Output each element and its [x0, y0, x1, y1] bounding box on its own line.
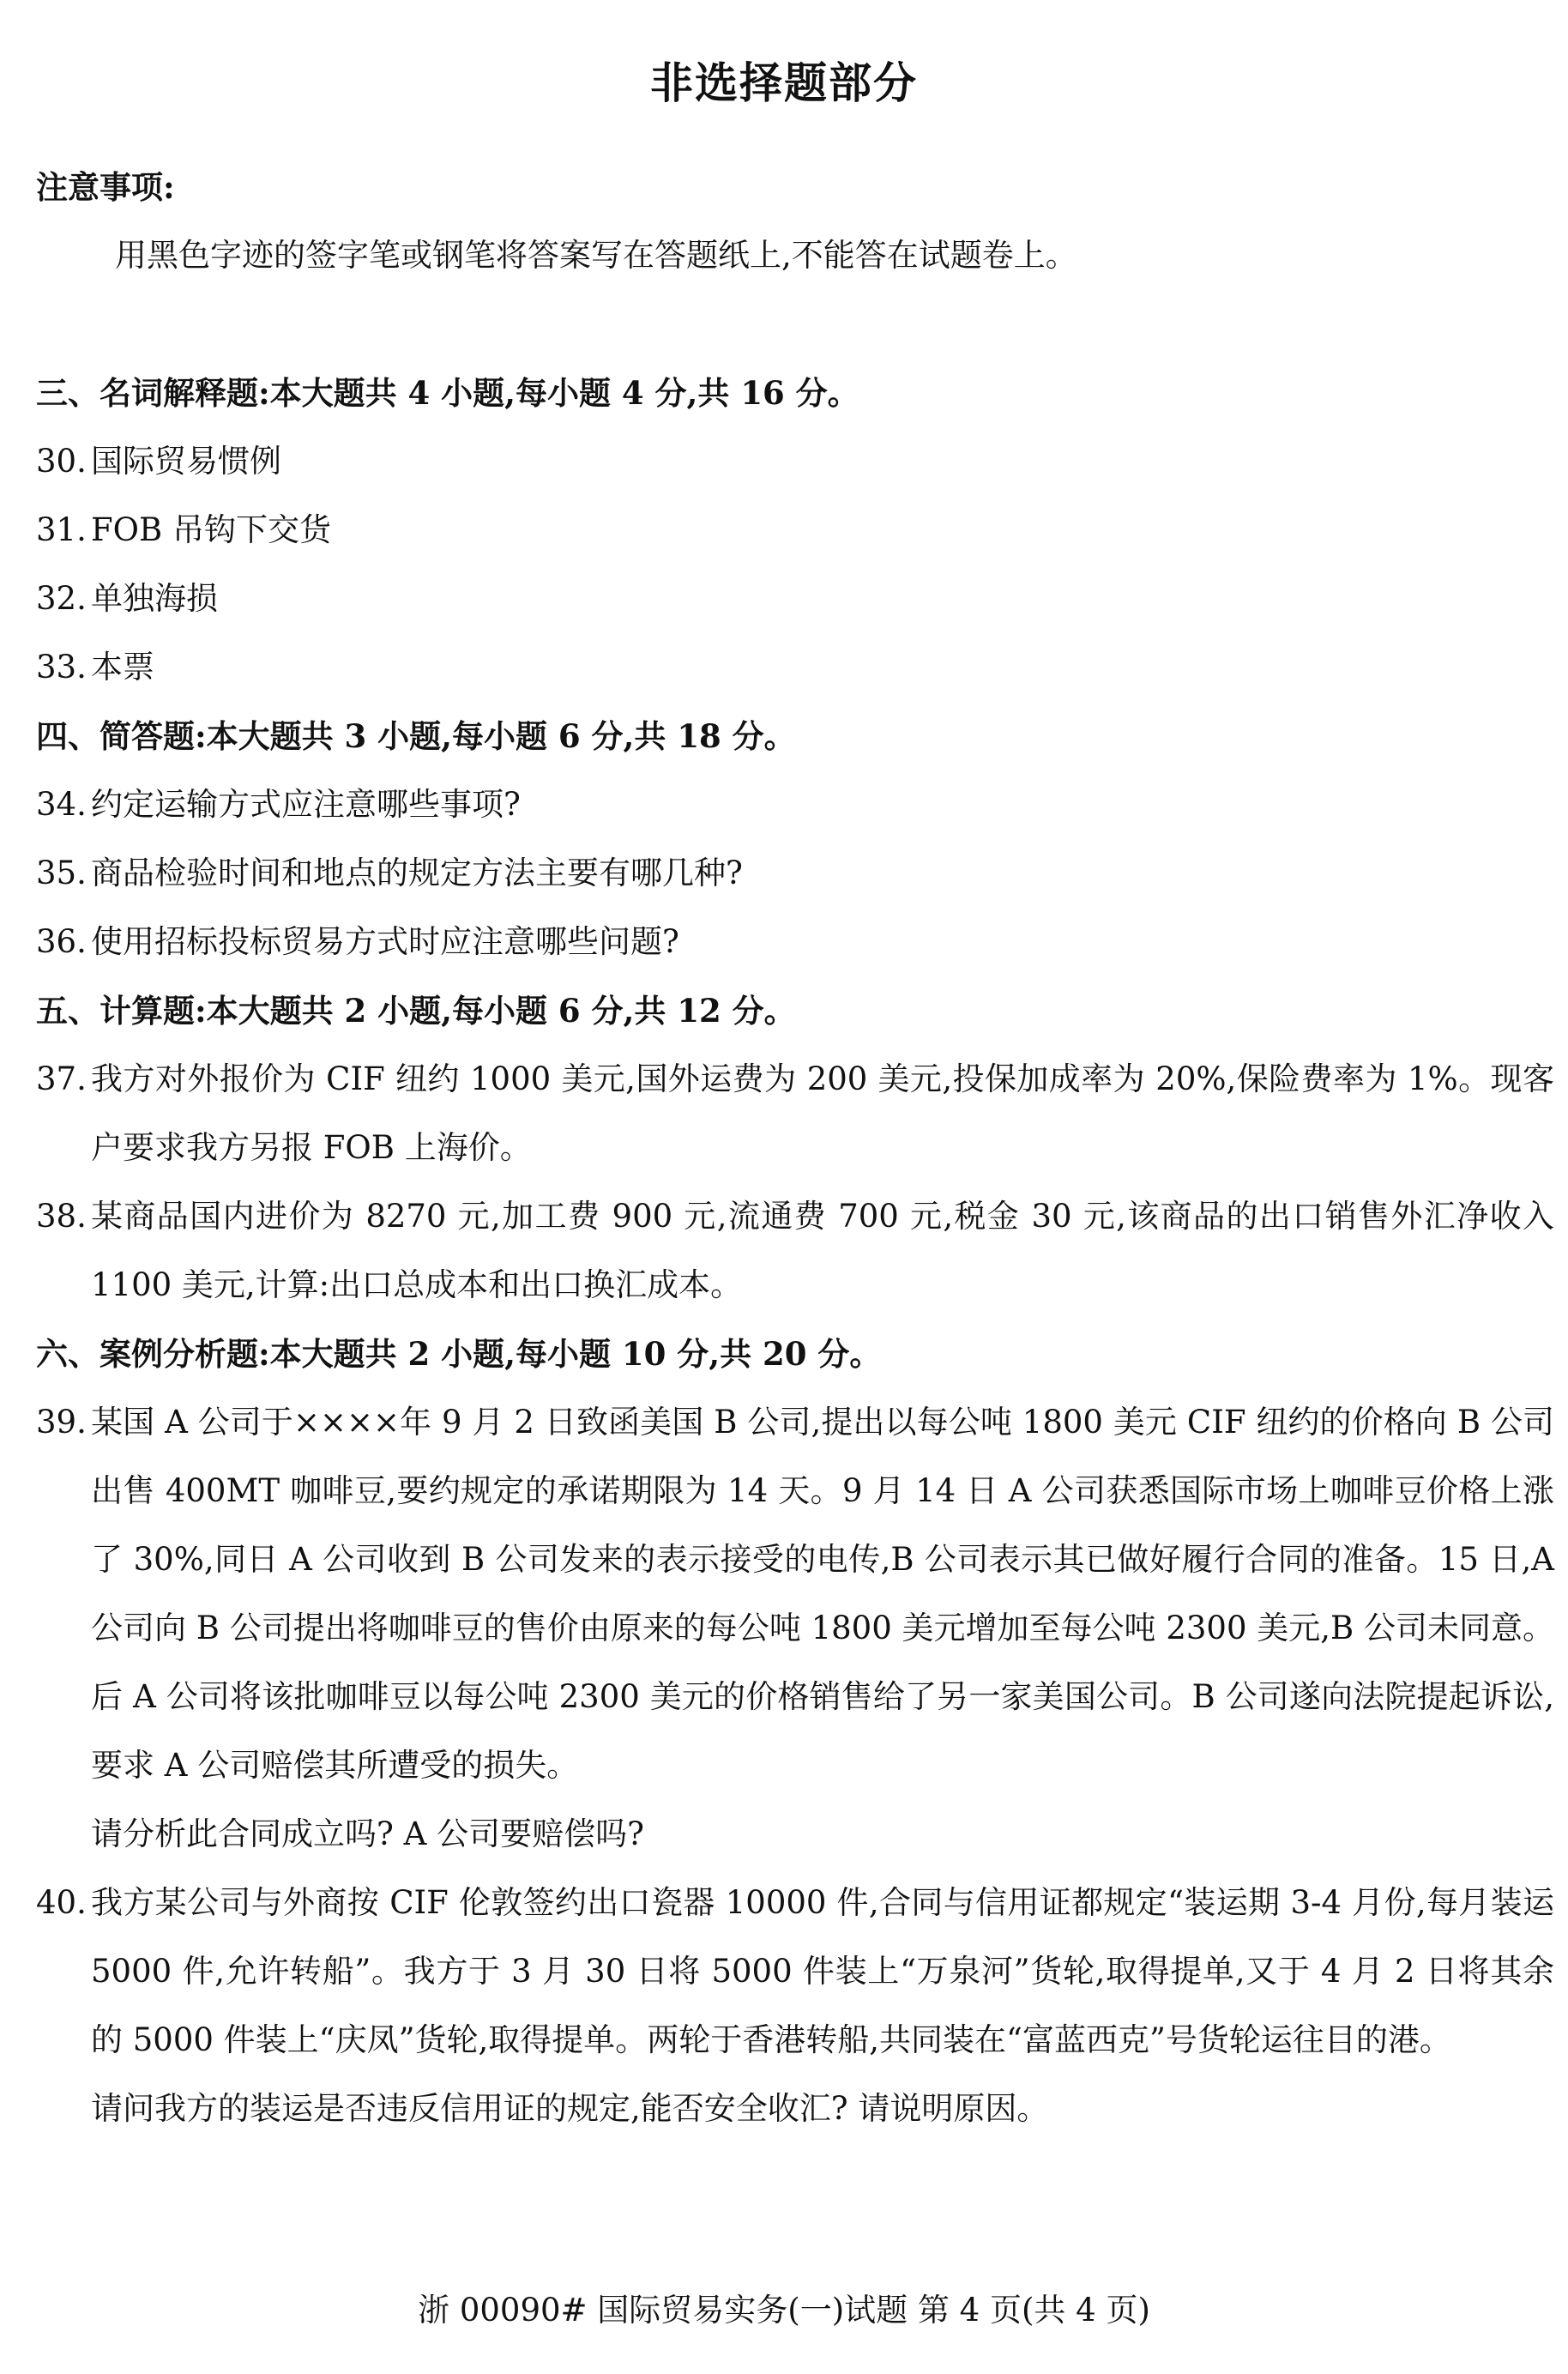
question-number: 39. — [36, 1404, 87, 1441]
section-heading-short-answer: 四、简答题:本大题共 3 小题,每小题 6 分,共 18 分。 — [36, 717, 796, 755]
exam-content — [36, 153, 1554, 2143]
question-32 — [36, 565, 1554, 633]
question-39-prompt: 请分析此合同成立吗? A 公司要赔偿吗? — [91, 1815, 644, 1852]
question-number: 33. — [36, 649, 87, 686]
question-40-prompt: 请问我方的装运是否违反信用证的规定,能否安全收汇? 请说明原因。 — [91, 2090, 1049, 2127]
section-heading-case-analysis: 六、案例分析题:本大题共 2 小题,每小题 10 分,共 20 分。 — [36, 1335, 882, 1373]
question-number: 34. — [36, 786, 87, 823]
notice-label: 注意事项: — [36, 168, 175, 206]
section-heading-definitions: 三、名词解释题:本大题共 4 小题,每小题 4 分,共 16 分。 — [36, 374, 859, 412]
question-text: 约定运输方式应注意哪些事项? — [91, 786, 521, 823]
page-footer: 浙 00090# 国际贸易实务(一)试题 第 4 页(共 4 页) — [418, 2292, 1150, 2329]
question-number: 35. — [36, 855, 87, 891]
question-30 — [36, 427, 1554, 496]
question-38 — [36, 1182, 1554, 1320]
question-37 — [36, 1045, 1554, 1182]
notice-text: 用黑色字迹的签字笔或钢笔将答案写在答题纸上,不能答在试题卷上。 — [115, 237, 1077, 274]
question-text: 某国 A 公司于××××年 9 月 2 日致函美国 B 公司,提出以每公吨 1800 美元 CIF 纽约的价格向 B 公司出售 400MT 咖啡豆,要约规定的承诺期限为 14 天。9 月 14 日 A 公司获悉国际市场上咖啡豆价格上涨了 30%,同日 A 公司收到 B 公司发来的表示接受的电传,B 公司表示其已做好履行合同的准备。15 日,A 公司向 B 公司提出将咖啡豆的售价由原来的每公吨 1800 美元增加至每公吨 2300 美元,B 公司未同意。后 A 公司将该批咖啡豆以每公吨 2300 美元的价格销售给了另一家美国公司。B 公司遂向法院提起诉讼,要求 A 公司赔偿其所遭受的损失。 — [91, 1404, 1554, 1784]
question-number: 30. — [36, 443, 87, 480]
question-39 — [36, 1388, 1554, 1800]
question-36 — [36, 908, 1554, 976]
question-number: 31. — [36, 511, 87, 548]
question-40 — [36, 1869, 1554, 2075]
question-number: 40. — [36, 1884, 87, 1921]
question-text: 我方对外报价为 CIF 纽约 1000 美元,国外运费为 200 美元,投保加成率为 20%,保险费率为 1%。现客户要求我方另报 FOB 上海价。 — [91, 1060, 1554, 1166]
spacer — [36, 290, 1554, 359]
question-text: 使用招标投标贸易方式时应注意哪些问题? — [91, 923, 679, 960]
question-text: 商品检验时间和地点的规定方法主要有哪几种? — [91, 855, 743, 891]
question-number: 36. — [36, 923, 87, 960]
question-34 — [36, 770, 1554, 839]
question-number: 37. — [36, 1060, 87, 1097]
question-33 — [36, 633, 1554, 702]
question-text: 国际贸易惯例 — [91, 443, 281, 480]
section-heading-calculation: 五、计算题:本大题共 2 小题,每小题 6 分,共 12 分。 — [36, 992, 796, 1030]
question-text: 我方某公司与外商按 CIF 伦敦签约出口瓷器 10000 件,合同与信用证都规定“装运期 3-4 月份,每月装运 5000 件,允许转船”。我方于 3 月 30 日将 5000 件装上“万泉河”货轮,取得提单,又于 4 月 2 日将其余的 5000 件装上“庆凤”货轮,取得提单。两轮于香港转船,共同装在“富蓝西克”号货轮运往目的港。 — [91, 1884, 1554, 2058]
question-text: 本票 — [91, 649, 154, 686]
question-31 — [36, 496, 1554, 565]
question-text: FOB 吊钩下交货 — [91, 511, 331, 548]
question-35 — [36, 839, 1554, 908]
question-number: 38. — [36, 1198, 87, 1235]
question-text: 某商品国内进价为 8270 元,加工费 900 元,流通费 700 元,税金 30 元,该商品的出口销售外汇净收入 1100 美元,计算:出口总成本和出口换汇成本。 — [91, 1198, 1554, 1303]
question-text: 单独海损 — [91, 580, 218, 617]
question-number: 32. — [36, 580, 87, 617]
page-title: 非选择题部分 — [650, 57, 918, 108]
